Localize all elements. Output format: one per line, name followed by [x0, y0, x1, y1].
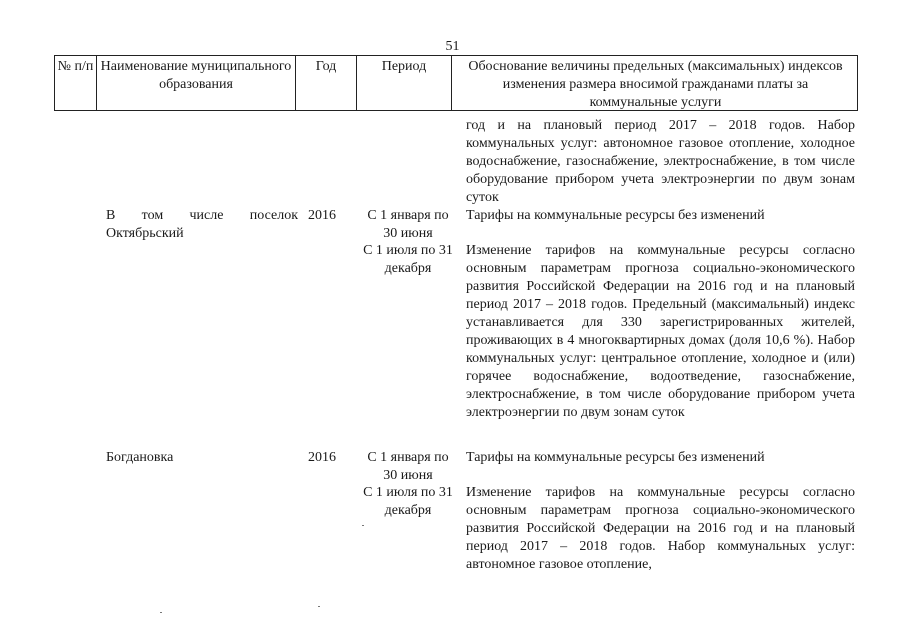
row-year-oktyabrsky: 2016	[308, 208, 336, 223]
row-period2-bogdanovka: С 1 июля по 31 декабря	[363, 485, 453, 518]
row-basis1-bogdanovka: Тарифы на коммунальные ресурсы без изменений	[466, 450, 765, 465]
row-period1-oktyabrsky: С 1 января по 30 июня	[367, 208, 449, 241]
carryover-text: год и на плановый период 2017 – 2018 годов. Набор коммунальных услуг: автономное газовое отопление, холодное водоснабжение, газоснабжение, электроснабжение, в том числе оборудование прибором учета электроэнергии по двум зонам суток	[466, 118, 855, 205]
scan-speck	[160, 612, 162, 613]
row-period2-oktyabrsky: С 1 июля по 31 декабря	[363, 243, 453, 276]
scan-speck	[362, 525, 364, 526]
row-basis2-bogdanovka: Изменение тарифов на коммунальные ресурсы согласно основным параметрам прогноза социально-экономического развития Российской Федерации на 2016 год и на плановый период 2017 – 2018 годов. Набор коммунальных услуг: автономное газовое отопление,	[466, 485, 855, 572]
header-name: Наименование муниципального образования	[97, 56, 296, 110]
row-basis2-oktyabrsky: Изменение тарифов на коммунальные ресурсы согласно основным параметрам прогноза социально-экономического развития Российской Федерации на 2016 год и на плановый период 2017 – 2018 годов. Предельный (максимальный) индекс устанавливается для 330 зарегистрированных жителей, проживающих в 4 многоквартирных домах (доля 10,6 %). Набор коммунальных услуг: центральное отопление, холодное и (или) горячее водоснабжение, водоотведение, газоснабжение, электроснабжение, в том числе оборудование прибором учета электроэнергии по двум зонам суток	[466, 243, 855, 420]
scan-speck	[318, 606, 320, 607]
page-number: 51	[445, 39, 460, 54]
table-header	[54, 55, 858, 111]
row-period1-bogdanovka: С 1 января по 30 июня	[367, 450, 449, 483]
header-number: № п/п	[55, 56, 97, 110]
header-period: Период	[357, 56, 452, 110]
row-name-oktyabrsky: В том числе поселок Октябрьский	[106, 208, 298, 241]
row-basis1-oktyabrsky: Тарифы на коммунальные ресурсы без изменений	[466, 208, 765, 223]
header-year: Год	[296, 56, 357, 110]
row-name-bogdanovka: Богдановка	[106, 450, 174, 465]
row-year-bogdanovka: 2016	[308, 450, 336, 465]
header-basis: Обоснование величины предельных (максимальных) индексов изменения размера вносимой гражданами платы за коммунальные услуги	[468, 59, 843, 110]
